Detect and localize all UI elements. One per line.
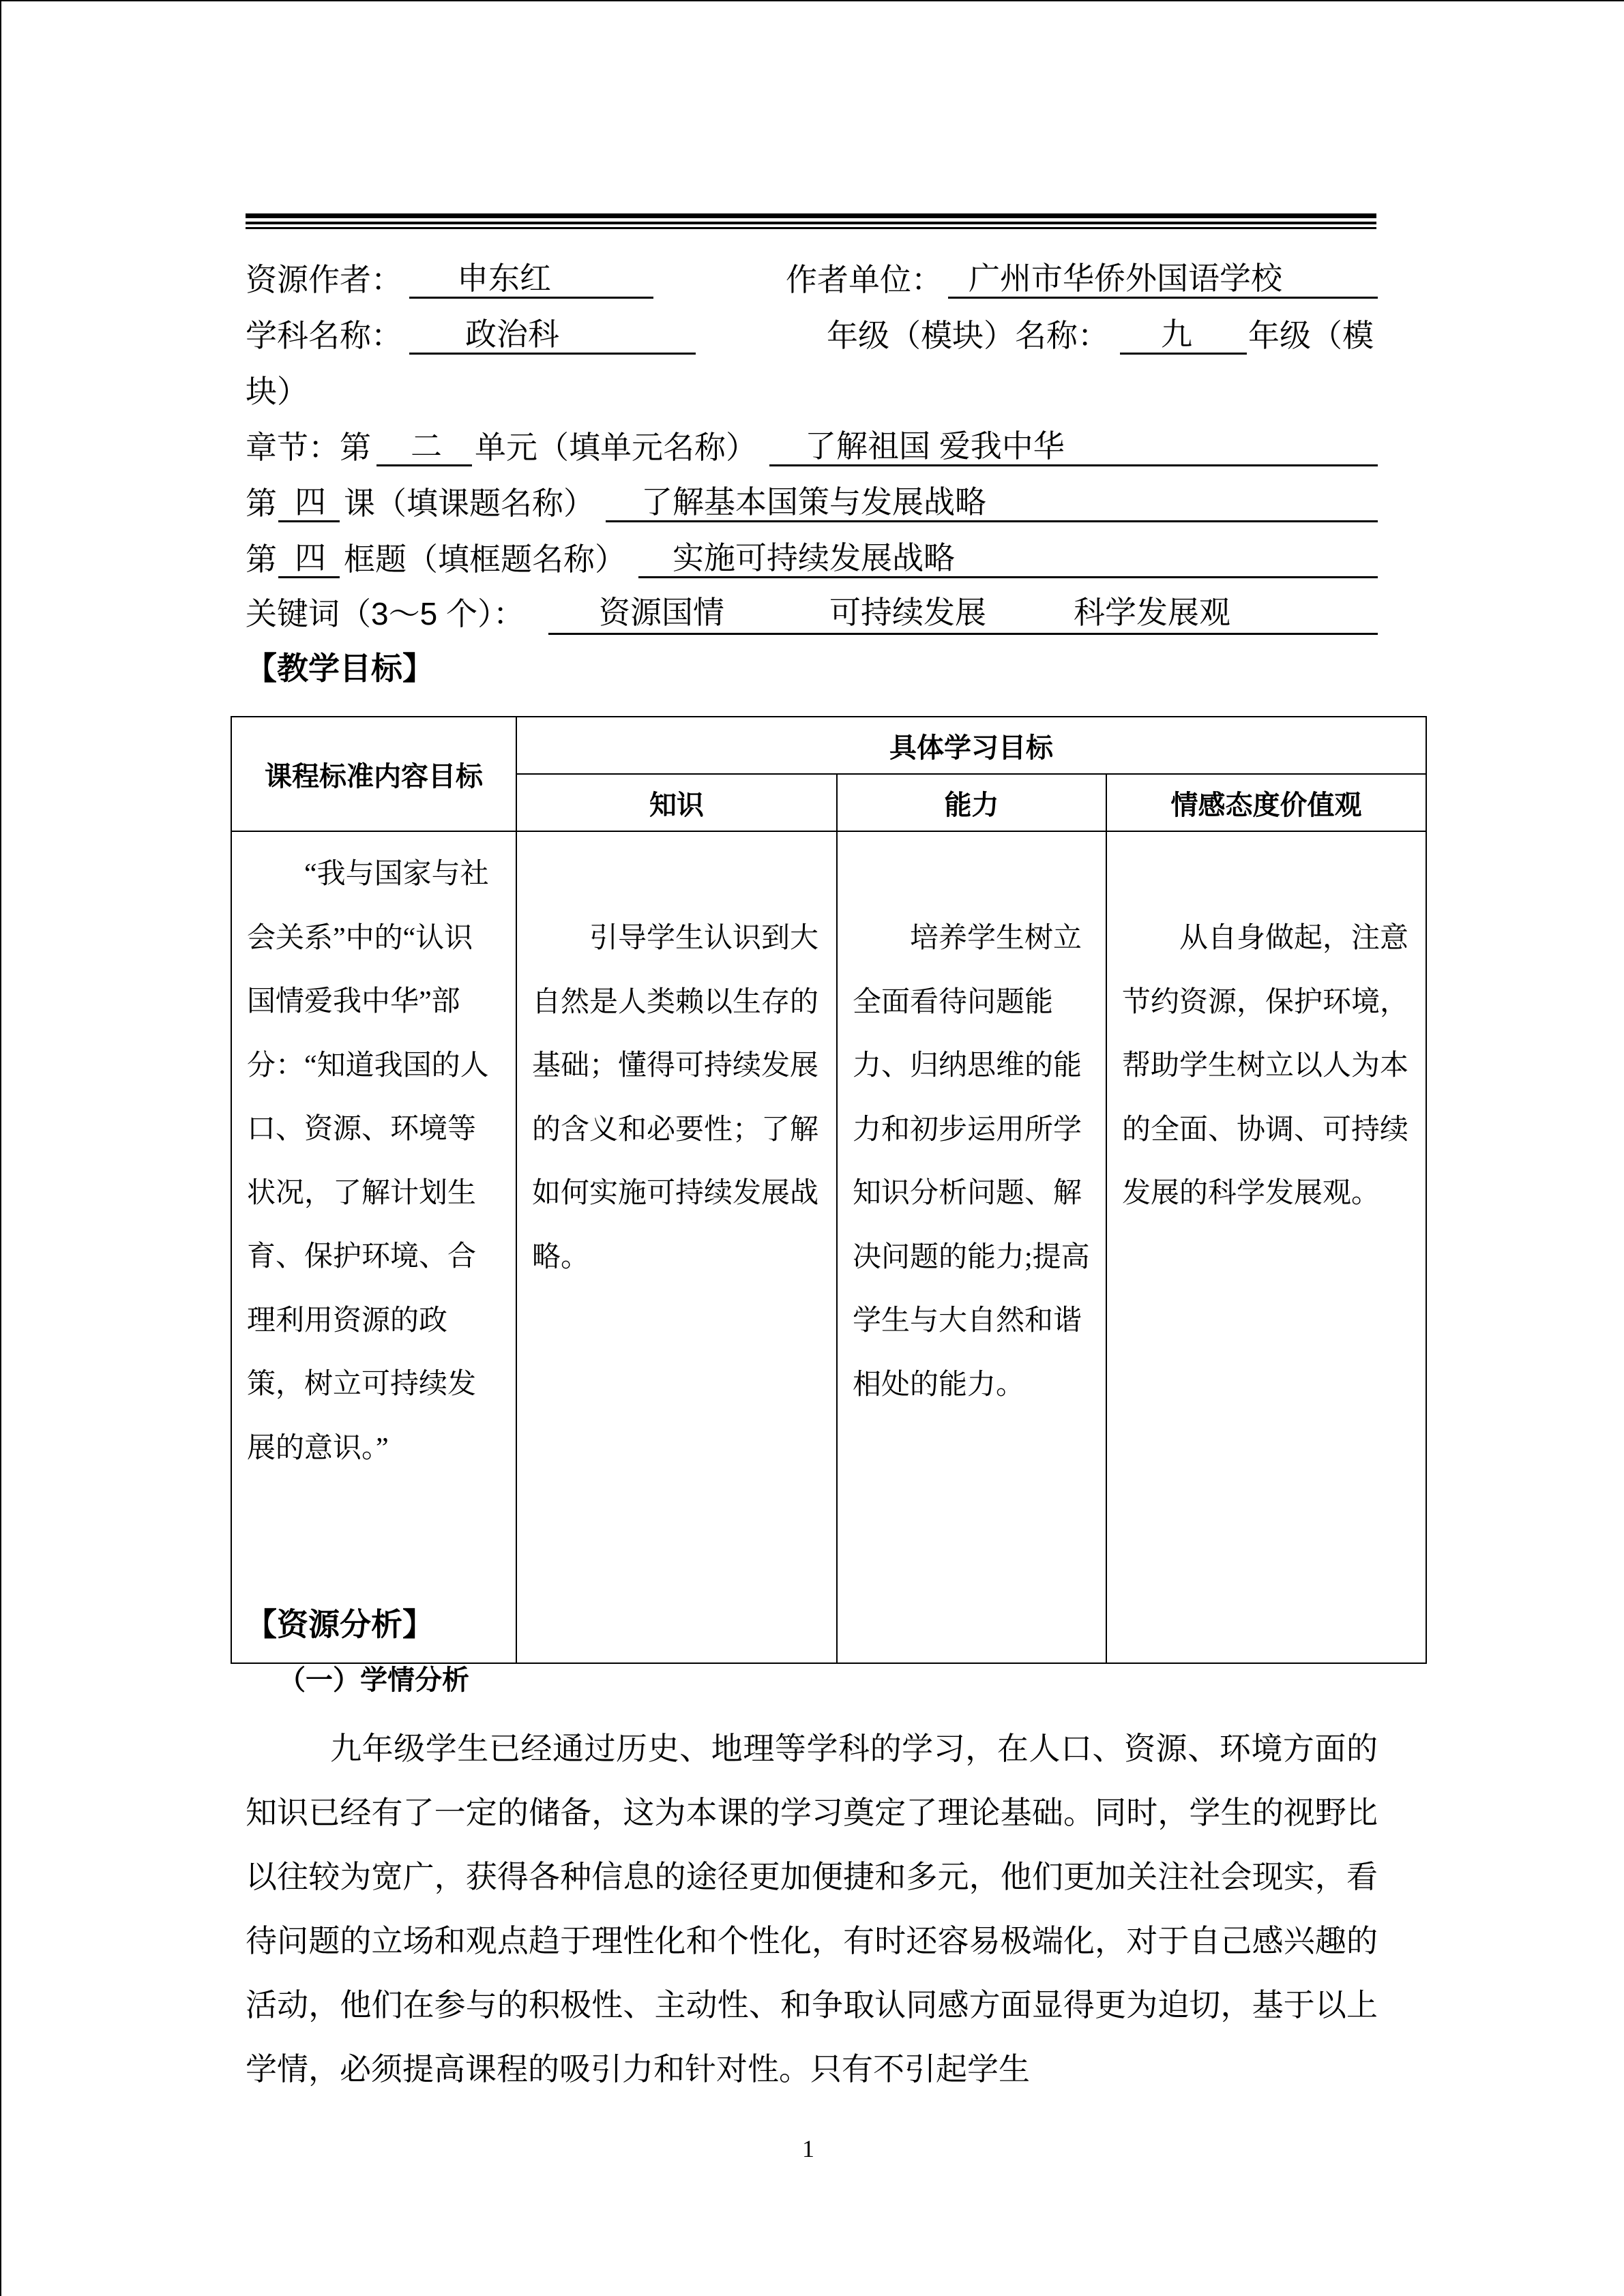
analysis-subtitle: （一）学情分析 (278, 1665, 469, 1695)
keyword: 资源国情 (599, 595, 724, 630)
col-knowledge-header: 知识 (516, 774, 837, 831)
lesson-number-field: 四 (278, 483, 340, 522)
col-specific-header: 具体学习目标 (516, 717, 1426, 774)
col-ability-header: 能力 (837, 774, 1106, 831)
col-emotion-header: 情感态度价值观 (1106, 774, 1426, 831)
page-border-top (0, 0, 1624, 1)
page-border-left (0, 0, 1, 2296)
unit-number-field: 二 (377, 427, 472, 466)
grade-label: 年级（模块）名称： (827, 318, 1109, 353)
body-paragraph: 九年级学生已经通过历史、地理等学科的学习，在人口、资源、环境方面的知识已经有了一定的储备，这为本课的学习奠定了理论基础。同时，学生的视野比以往较为宽广，获得各种信息的途径更加便捷和多元，他们更加关注社会现实，看待问题的立场和观点趋于理性化和个性化，有时还容易极端化，对于自己感兴趣的活动，他们在参与的积极性、主动性、和争取认同感方面显得更为迫切，基于以上学情，必须提高课程的吸引力和针对性。只有不引起学生 (246, 1731, 1378, 2087)
keyword: 科学发展观 (1074, 595, 1230, 630)
grade-suffix-wrap: 块） (246, 374, 308, 409)
subject-label: 学科名称： (246, 318, 402, 353)
subject-field: 政治科 (409, 315, 696, 355)
frame-name-field: 实施可持续发展战略 (638, 539, 1378, 578)
table-row (231, 831, 1426, 1663)
unit-field: 广州市华侨外国语学校 (948, 259, 1378, 299)
grade-suffix: 年级（模 (1248, 318, 1374, 353)
frame-prefix: 第 (246, 541, 277, 577)
table-header-row (231, 717, 1426, 774)
ability-cell: 培养学生树立全面看待问题能力、归纳思维的能力和初步运用所学知识分析问题、解决问题的能力;提高学生与大自然和谐相处的能力。 (837, 831, 1106, 1663)
lesson-name-label: 课（填课题名称） (344, 486, 595, 521)
unit-label: 作者单位： (786, 262, 943, 297)
lesson-prefix: 第 (246, 486, 277, 521)
knowledge-cell: 引导学生认识到大自然是人类赖以生存的基础；懂得可持续发展的含义和必要性；了解如何实施可持续发展战略。 (516, 831, 837, 1663)
author-field: 申东红 (409, 259, 653, 299)
analysis-section-title: 【资源分析】 (246, 1607, 434, 1642)
emotion-cell: 从自身做起，注意节约资源，保护环境，帮助学生树立以人为本的全面、协调、可持续发展的科学发展观。 (1106, 831, 1426, 1663)
lesson-name-field: 了解基本国策与发展战略 (606, 483, 1378, 522)
author-label: 资源作者： (246, 262, 402, 297)
frame-name-label: 框题（填框题名称） (344, 541, 626, 577)
keywords-label: 关键词（3～5 个）： (246, 596, 525, 631)
grade-field: 九 (1120, 315, 1247, 355)
goals-section-title: 【教学目标】 (246, 651, 434, 686)
col-standard-header: 课程标准内容目标 (231, 717, 516, 831)
keywords-field (548, 593, 1378, 635)
header-rule (246, 213, 1376, 218)
keyword: 可持续发展 (829, 595, 986, 630)
header-rule (246, 222, 1376, 224)
unit-name-label: 单元（填单元名称） (475, 430, 757, 465)
goals-table (231, 716, 1427, 1664)
frame-number-field: 四 (278, 539, 340, 578)
page-number: 1 (802, 2135, 814, 2162)
standard-cell: “我与国家与社会关系”中的“认识国情爱我中华”部分：“知道我国的人口、资源、环境等状况，了解计划生育、保护环境、合理利用资源的政策，树立可持续发展的意识。” (231, 831, 516, 1663)
chapter-prefix: 章节：第 (246, 430, 371, 465)
header-rule (246, 227, 1376, 229)
unit-name-field: 了解祖国 爱我中华 (769, 427, 1378, 466)
